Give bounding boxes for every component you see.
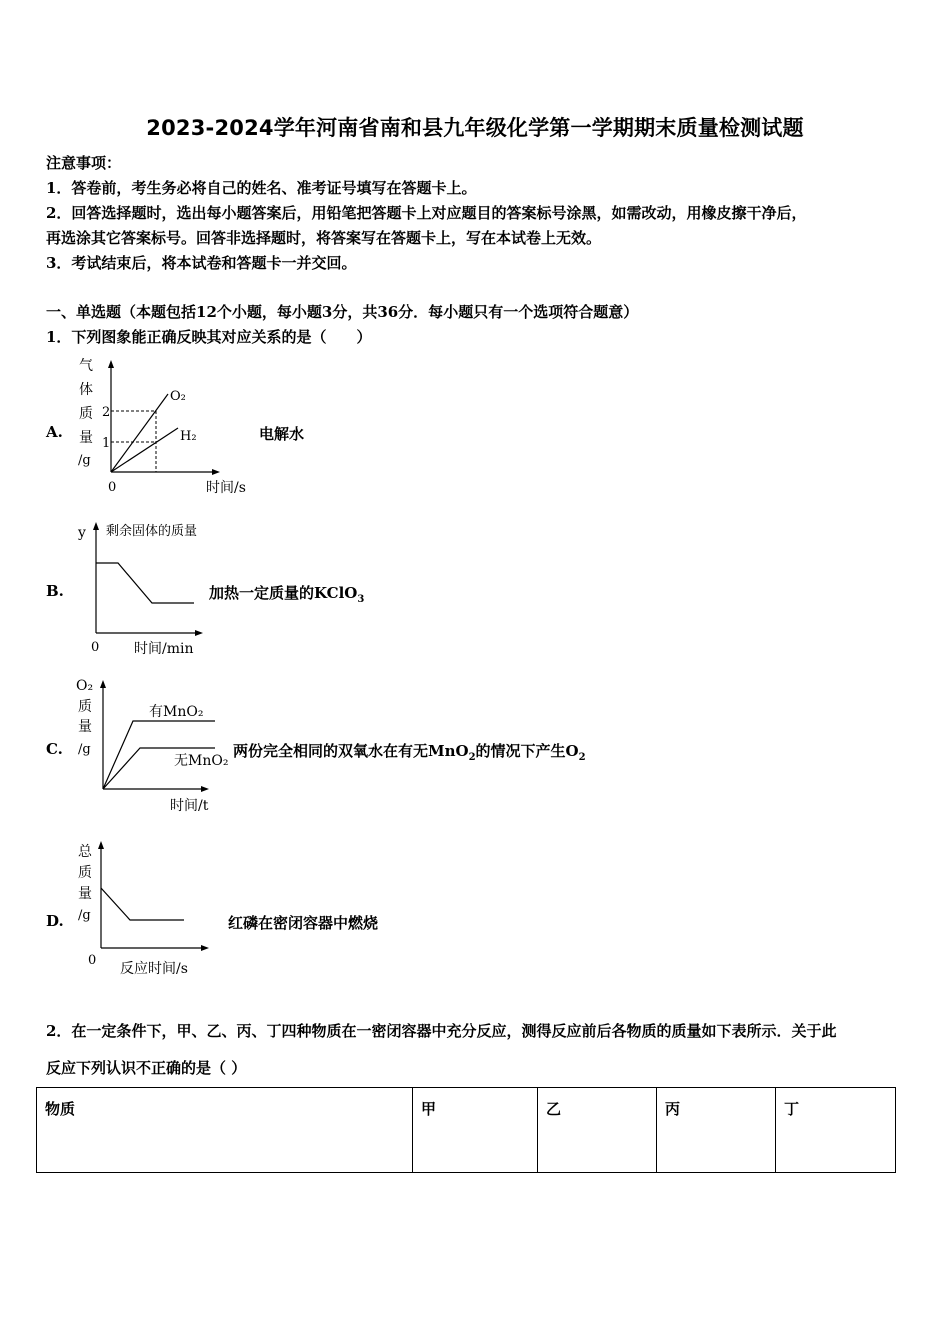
notice-item-1: 1．答卷前，考生务必将自己的姓名、准考证号填写在答题卡上。 (46, 179, 477, 197)
option-c-letter: C. (46, 740, 63, 758)
option-d-letter: D. (46, 912, 64, 930)
graph-b-ytitle: 剩余固体的质量 (106, 524, 198, 539)
option-d-desc: 红磷在密闭容器中燃烧 (228, 914, 379, 932)
table-header-bing: 丙 (657, 1088, 776, 1173)
table-header-ding: 丁 (776, 1088, 896, 1173)
question-2-stem-line2: 反应下列认识不正确的是（ ） (46, 1059, 247, 1077)
graph-d-ylabel-3: 量 (78, 886, 92, 902)
notice-item-2: 2．回答选择题时，选出每小题答案后，用铅笔把答题卡上对应题目的答案标号涂黑，如需改动，用橡皮擦干净后， (46, 204, 807, 222)
graph-a-ytick-1: 1 (102, 436, 111, 451)
question-2-stem-line1: 2．在一定条件下，甲、乙、丙、丁四种物质在一密闭容器中充分反应，测得反应前后各物质的质量如下表所示．关于此 (46, 1022, 837, 1040)
graph-d-ylabel-4: /g (78, 908, 91, 923)
table-row (37, 1088, 896, 1173)
option-b-desc: 加热一定质量的KClO$_3$ (209, 584, 365, 605)
graph-a-ytick-2: 2 (102, 405, 111, 420)
section-heading: 一、单选题（本题包括12个小题，每小题3分，共36分．每小题只有一个选项符合题意） (46, 303, 639, 321)
graph-c-series-with: 有MnO₂ (149, 704, 204, 720)
graph-a-ylabel-1: 气 (79, 358, 93, 374)
graph-b-xlabel: 时间/min (134, 641, 194, 657)
option-b-letter: B. (46, 582, 64, 600)
question-1-stem: 1．下列图象能正确反映其对应关系的是（ ） (46, 328, 372, 346)
graph-b (72, 515, 222, 660)
graph-b-ylabel: y (78, 525, 86, 541)
graph-c-series-without: 无MnO₂ (174, 753, 229, 769)
graph-d-origin: 0 (88, 953, 97, 968)
graph-d-ylabel-1: 总 (78, 844, 92, 860)
graph-c-xlabel: 时间/t (170, 798, 209, 814)
page-title: 2023-2024学年河南省南和县九年级化学第一学期期末质量检测试题 (146, 116, 804, 140)
notice-item-3: 3．考试结束后，将本试卷和答题卡一并交回。 (46, 254, 357, 272)
graph-b-origin: 0 (91, 640, 100, 655)
notice-heading: 注意事项： (46, 154, 122, 172)
graph-c-ylabel-3: 量 (78, 719, 92, 735)
option-a-desc: 电解水 (259, 425, 305, 443)
table-header-substance: 物质 (37, 1088, 413, 1173)
option-c-desc: 两份完全相同的双氧水在有无MnO$_2$的情况下产生$O_2$ (233, 742, 586, 763)
graph-a-ylabel-4: 量 (79, 430, 93, 446)
graph-c-ylabel-2: 质 (78, 699, 92, 715)
table-header-jia: 甲 (413, 1088, 538, 1173)
graph-a-ylabel-5: /g (78, 453, 91, 468)
option-a-letter: A. (46, 423, 63, 441)
notice-item-2-cont: 再选涂其它答案标号。回答非选择题时，将答案写在答题卡上，写在本试卷上无效。 (46, 229, 602, 247)
graph-d-ylabel-2: 质 (78, 865, 92, 881)
graph-a (70, 352, 270, 500)
question-2-table (36, 1087, 896, 1173)
graph-a-xlabel: 时间/s (206, 480, 246, 496)
graph-a-ylabel-2: 体 (79, 382, 93, 398)
graph-d (72, 836, 222, 981)
graph-a-series-h2: H₂ (180, 429, 197, 444)
graph-a-ylabel-3: 质 (79, 406, 93, 422)
graph-c-ylabel-1: O₂ (76, 678, 94, 694)
graph-c-ylabel-4: /g (78, 742, 91, 757)
graph-a-series-o2: O₂ (170, 389, 186, 404)
graph-c (70, 673, 238, 818)
graph-a-origin: 0 (108, 480, 117, 495)
graph-d-xlabel: 反应时间/s (120, 961, 188, 977)
table-header-yi: 乙 (538, 1088, 657, 1173)
